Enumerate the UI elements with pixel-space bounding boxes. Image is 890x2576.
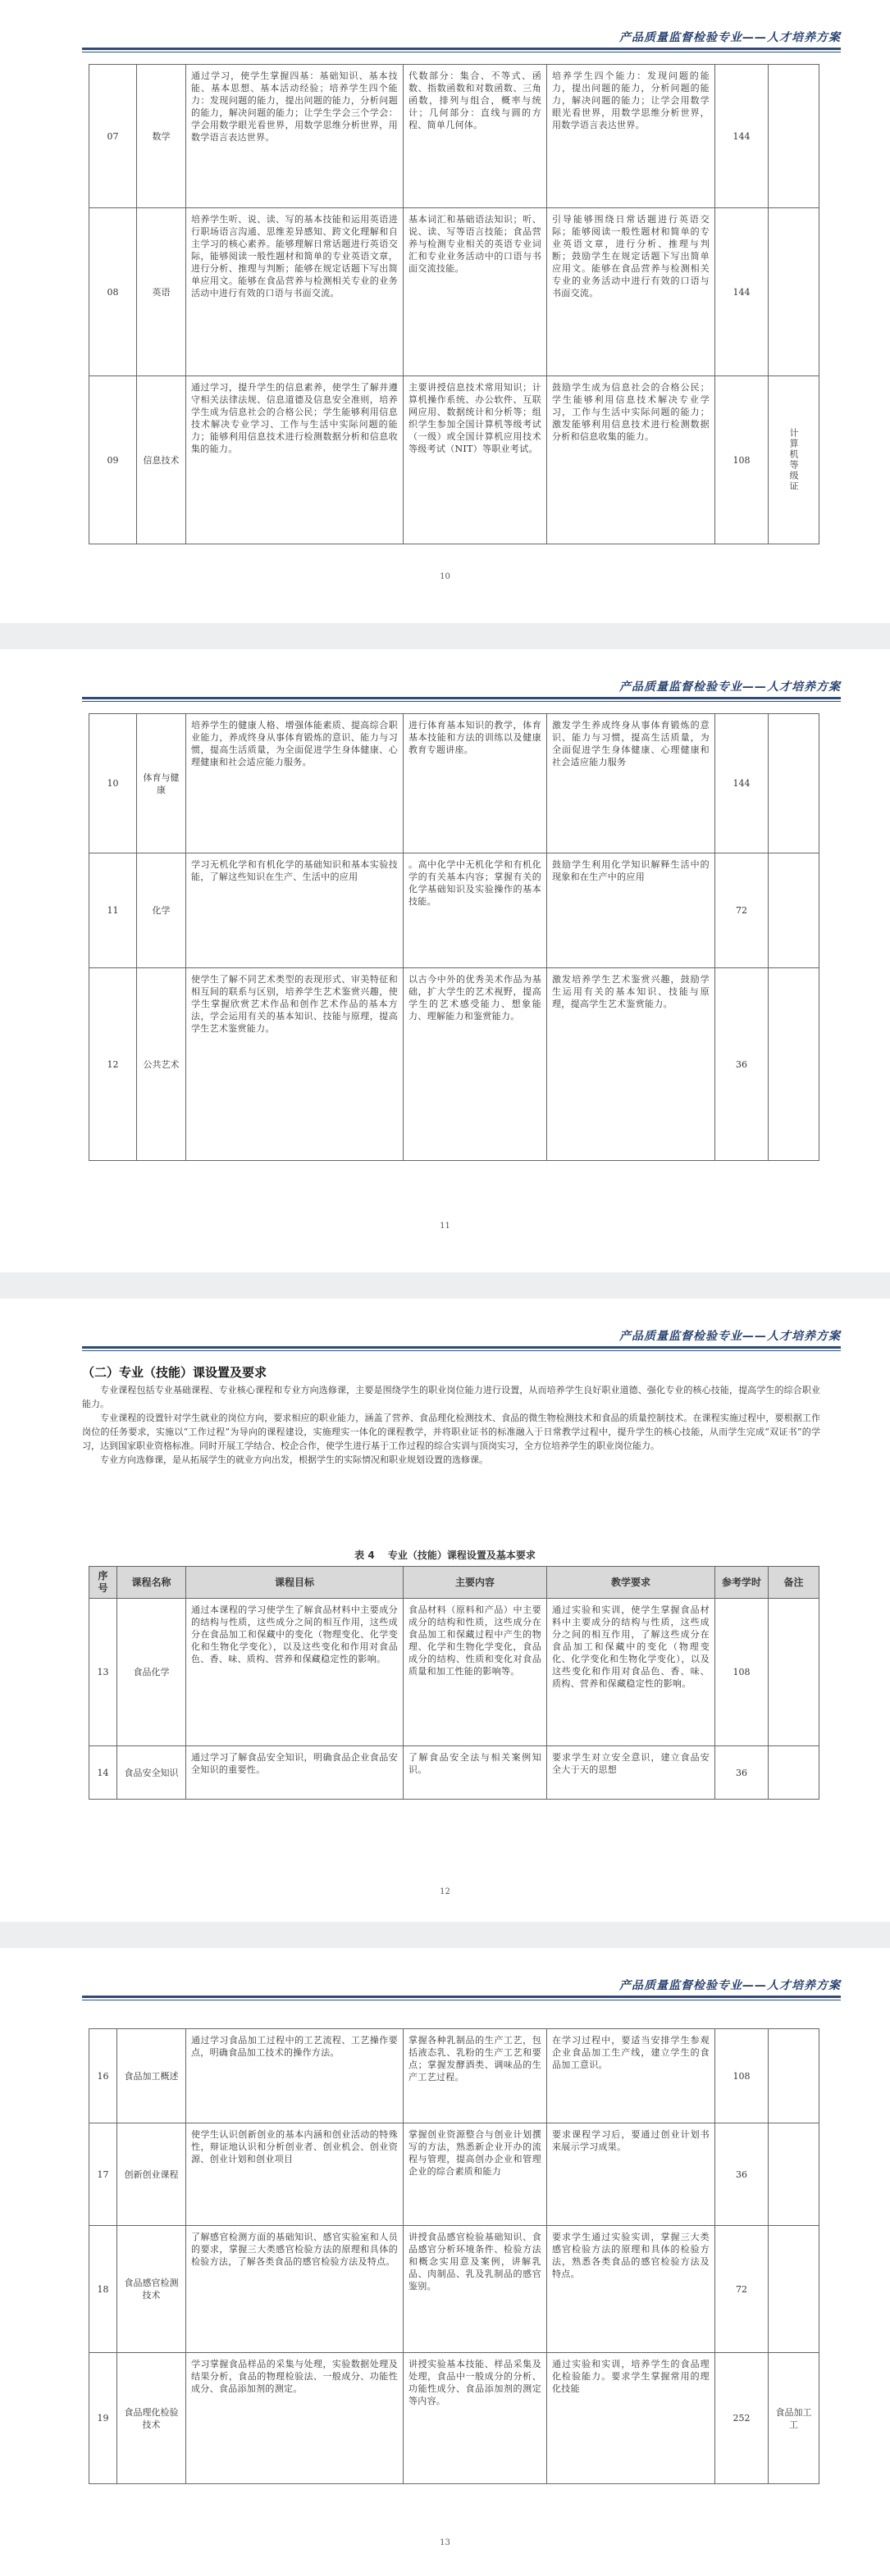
header-no: 序号 xyxy=(89,1567,117,1599)
course-name: 公共艺术 xyxy=(137,968,186,1161)
course-content: 了解食品安全法与相关案例知识。 xyxy=(404,1746,547,1800)
course-content: 进行体育基本知识的教学，体育基本技能和方法的训练以及健康教育专题讲座。 xyxy=(404,714,547,853)
course-table xyxy=(89,2028,819,2484)
course-goal: 通过学习，使学生掌握四基：基础知识、基本技能、基本思想、基本活动经验；培养学生四个能力：发现问题的能力，提出问题的能力，分析问题的能力，解决问题的能力；让学生学会三个学会：学会用数学眼光看世界，用数学思维分析世界，用数学语言表达世界。 xyxy=(186,65,404,208)
table-row xyxy=(89,2353,819,2484)
header-rule xyxy=(82,1996,841,1998)
course-content: 基本词汇和基础语法知识；听、说、读、写等语言技能；食品营养与检测专业相关的英语专业词汇和专业业务活动中的口语与书面交流技能。 xyxy=(404,208,547,376)
course-table xyxy=(89,713,819,1161)
course-name: 食品感官检测技术 xyxy=(117,2226,186,2353)
course-requirement: 要求课程学习后，要通过创业计划书来展示学习成果。 xyxy=(547,2123,715,2226)
course-hours: 72 xyxy=(715,853,769,968)
course-goal: 通过学习食品加工过程中的工艺流程、工艺操作要点，明确食品加工技术的操作方法。 xyxy=(186,2029,404,2123)
course-content: 食品材料（原料和产品）中主要成分的结构和性质，这些成分在食品加工和保藏过程中产生的物理、化学和生物化学变化，食品成分的结构、性质和变化对食品质量和加工性能的影响等。 xyxy=(404,1599,547,1746)
course-hours: 144 xyxy=(715,714,769,853)
course-note xyxy=(769,714,819,853)
course-goal: 使学生了解不同艺术类型的表现形式、审美特征和相互间的联系与区别，培养学生艺术鉴赏兴趣，使学生掌握欣赏艺术作品和创作艺术作品的基本方法，学会运用有关的基本知识、技能与原理，提高学生艺术鉴赏能力。 xyxy=(186,968,404,1161)
table-row xyxy=(89,2029,819,2123)
table-row xyxy=(89,1746,819,1800)
course-name: 食品加工概述 xyxy=(117,2029,186,2123)
course-requirement: 鼓励学生利用化学知识解释生活中的现象和在生产中的应用 xyxy=(547,853,715,968)
course-name: 化学 xyxy=(137,853,186,968)
course-requirement: 激发培养学生艺术鉴赏兴趣，鼓励学生运用有关的基本知识、技能与原理，提高学生艺术鉴赏能力。 xyxy=(547,968,715,1161)
section-paragraph: 专业方向选修课，是从拓展学生的就业方向出发，根据学生的实际情况和职业规划设置的选修课。 xyxy=(100,1454,488,1465)
page-number: 13 xyxy=(440,2538,450,2547)
course-hours: 108 xyxy=(715,376,769,544)
row-no: 08 xyxy=(89,208,137,376)
course-requirement: 培养学生四个能力：发现问题的能力，提出问题的能力，分析问题的能力，解决问题的能力；让学会用数学眼光看世界，用数学思维分析世界，用数学语言表达世界。 xyxy=(547,65,715,208)
course-requirement: 通过实验和实训，培养学生的食品理化检验能力。要求学生掌握常用的理化技能 xyxy=(547,2353,715,2484)
page-11 xyxy=(0,649,890,1272)
header-hours: 参考学时 xyxy=(715,1567,769,1599)
row-no: 13 xyxy=(89,1599,117,1746)
course-note xyxy=(769,2226,819,2353)
course-goal: 学习掌握食品样品的采集与处理，实验数据处理及结果分析，食品的物理检验法、一般成分、功能性成分、食品添加剂的测定。 xyxy=(186,2353,404,2484)
header-requirement: 教学要求 xyxy=(547,1567,715,1599)
table-row xyxy=(89,968,819,1161)
course-requirement: 激发学生养成终身从事体育锻炼的意识、能力与习惯，提高生活质量，为全面促进学生身体健康、心理健康和社会适应能力服务 xyxy=(547,714,715,853)
section-body xyxy=(82,1366,820,1467)
page-13 xyxy=(0,1948,890,2576)
course-name: 体育与健康 xyxy=(137,714,186,853)
course-hours: 144 xyxy=(715,65,769,208)
section-paragraph: 专业课程的设置针对学生就业的岗位方向，要求相应的职业能力，涵盖了营养、食品理化检测技术、食品的微生物检测技术和食品的质量控制技术。在课程实施过程中，要根据工作岗位的任务要求，实施以“工作过程”为导向的课程建设，实施理实一体化的课程教学，并将职业证书的标准融入于日常教学过程中，提升学生的核心技能，从而学生完成“双证书”的学习，达到国家职业资格标准。同时开展工学结合、校企合作，使学生进行基于工作过程的综合实训与顶岗实习，全方位培养学生的职业岗位能力。 xyxy=(82,1413,820,1451)
course-note: 食品加工工 xyxy=(769,2353,819,2484)
header-rule xyxy=(82,1346,841,1349)
course-content: 以古今中外的优秀美术作品为基础，扩大学生的艺术视野，提高学生的艺术感受能力、想象能力、理解能力和鉴赏能力。 xyxy=(404,968,547,1161)
section-paragraph: 专业课程包括专业基础课程、专业核心课程和专业方向选修课，主要是围绕学生的职业岗位能力进行设置，从而培养学生良好职业道德、强化专业的核心技能，提高学生的综合职业能力。 xyxy=(82,1385,820,1409)
course-content: 讲授食品感官检验基础知识、食品感官分析环境条件、检验方法和概念实用意及案例，讲解乳品、肉制品、乳及乳制品的感官鉴别。 xyxy=(404,2226,547,2353)
row-no: 09 xyxy=(89,376,137,544)
course-goal: 学习无机化学和有机化学的基础知识和基本实验技能，了解这些知识在生产、生活中的应用 xyxy=(186,853,404,968)
course-content: 讲授实验基本技能、样品采集及处理，食品中一般成分的分析、功能性成分、食品添加剂的测定等内容。 xyxy=(404,2353,547,2484)
course-hours: 108 xyxy=(715,1599,769,1746)
page-number: 11 xyxy=(440,1222,450,1231)
course-requirement: 引导能够围绕日常话题进行英语交际；能够阅读一般性题材和简单的专业英语文章，进行分析、推理与判断；鼓励学生在规定话题下写出简单应用文。能够在食品营养与检测相关专业的业务活动中进行有效的口语与书面交流。 xyxy=(547,208,715,376)
row-no: 11 xyxy=(89,853,137,968)
course-requirement: 在学习过程中，要适当安排学生参观企业食品加工生产线，建立学生的食品加工意识。 xyxy=(547,2029,715,2123)
page-number: 12 xyxy=(440,1887,450,1896)
course-table xyxy=(89,64,819,544)
table-header-row xyxy=(89,1567,819,1599)
row-no: 14 xyxy=(89,1746,117,1800)
table-row xyxy=(89,208,819,376)
course-name: 食品理化检验技术 xyxy=(117,2353,186,2484)
row-no: 07 xyxy=(89,65,137,208)
table-row xyxy=(89,2123,819,2226)
course-note xyxy=(769,1746,819,1800)
course-note xyxy=(769,853,819,968)
course-requirement: 通过实验和实训，使学生掌握食品材料中主要成分的结构与性质，这些成分之间的相互作用，了解这些成分在食品加工和保藏中的变化（物理变化、化学变化和生物化学变化），以及这些变化和作用对食品色、香、味、质构、营养和保藏稳定性的影响。 xyxy=(547,1599,715,1746)
course-note xyxy=(769,1599,819,1746)
course-note xyxy=(769,376,819,544)
header-content: 主要内容 xyxy=(404,1567,547,1599)
header-goal: 课程目标 xyxy=(186,1567,404,1599)
course-requirement: 要求学生通过实验实训，掌握三大类感官检验方法的原理和具体的检验方法，熟悉各类食品的感官检验方法及特点。 xyxy=(547,2226,715,2353)
row-no: 18 xyxy=(89,2226,117,2353)
course-content: 掌握各种乳制品的生产工艺，包括液态乳、乳粉的生产工艺和要点；掌握发酵酒类、调味品的生产工艺过程。 xyxy=(404,2029,547,2123)
course-note xyxy=(769,968,819,1161)
course-requirement: 鼓励学生成为信息社会的合格公民；学生能够利用信息技术解决专业学习，工作与生活中实际问题的能力；激发能够利用信息技术进行检测数据分析和信息收集的能力。 xyxy=(547,376,715,544)
course-content: 代数部分：集合、不等式、函数、指数函数和对数函数、三角函数，排列与组合，概率与统计；几何部分：直线与圆的方程、简单几何体。 xyxy=(404,65,547,208)
course-note xyxy=(769,2029,819,2123)
course-note xyxy=(769,2123,819,2226)
course-hours: 252 xyxy=(715,2353,769,2484)
table-row xyxy=(89,714,819,853)
page-12 xyxy=(0,1299,890,1922)
course-note xyxy=(769,208,819,376)
course-table xyxy=(89,1566,819,1800)
page-10 xyxy=(0,0,890,623)
course-goal: 通过学习，提升学生的信息素养，使学生了解并遵守相关法律法规、信息道德及信息安全准则，培养学生成为信息社会的合格公民；学生能够利用信息技术解决专业学习、工作与生活中实际问题的能力；能够利用信息技术进行检测数据分析和信息收集的能力。 xyxy=(186,376,404,544)
page-header: 产品质量监督检验专业——人才培养方案 xyxy=(619,680,841,694)
course-goal: 培养学生的健康人格、增强体能素质、提高综合职业能力，养成终身从事体育锻炼的意识、能力与习惯，提高生活质量，为全面促进学生身体健康、心理健康和社会适应能力服务。 xyxy=(186,714,404,853)
course-name: 创新创业课程 xyxy=(117,2123,186,2226)
header-name: 课程名称 xyxy=(117,1567,186,1599)
course-goal: 通过本课程的学习使学生了解食品材料中主要成分的结构与性质，这些成分之间的相互作用，这些成分在食品加工和保藏中的变化（物理变化、化学变化和生物化学变化），以及这些变化和作用对食品色、香、味、质构、营养和保藏稳定性的影响。 xyxy=(186,1599,404,1746)
course-name: 食品化学 xyxy=(117,1599,186,1746)
header-rule xyxy=(82,697,841,699)
row-no: 19 xyxy=(89,2353,117,2484)
course-note xyxy=(769,65,819,208)
row-no: 16 xyxy=(89,2029,117,2123)
course-goal: 使学生认识创新创业的基本内涵和创业活动的特殊性，辩证地认识和分析创业者、创业机会、创业资源、创业计划和创业项目 xyxy=(186,2123,404,2226)
header-note: 备注 xyxy=(769,1567,819,1599)
page-header: 产品质量监督检验专业——人才培养方案 xyxy=(619,1330,841,1343)
row-no: 17 xyxy=(89,2123,117,2226)
course-hours: 36 xyxy=(715,2123,769,2226)
course-content: 主要讲授信息技术常用知识；计算机操作系统、办公软件、互联网应用、数据统计和分析等；组织学生参加全国计算机等级考试（一级）或全国计算机应用技术等级考试（NIT）等职业考试。 xyxy=(404,376,547,544)
course-hours: 72 xyxy=(715,2226,769,2353)
course-goal: 通过学习了解食品安全知识，明确食品企业食品安全知识的重要性。 xyxy=(186,1746,404,1800)
course-content: 。高中化学中无机化学和有机化学的有关基本内容；掌握有关的化学基础知识及实验操作的基本技能。 xyxy=(404,853,547,968)
course-hours: 144 xyxy=(715,208,769,376)
course-content: 掌握创业资源整合与创业计划撰写的方法，熟悉新企业开办的流程与管理，提高创办企业和管理企业的综合素质和能力 xyxy=(404,2123,547,2226)
table-row xyxy=(89,853,819,968)
course-hours: 36 xyxy=(715,1746,769,1800)
table-row xyxy=(89,65,819,208)
header-rule xyxy=(82,48,841,50)
course-hours: 108 xyxy=(715,2029,769,2123)
page-number: 10 xyxy=(440,572,450,581)
section-title: （二）专业（技能）课设置及要求 xyxy=(82,1365,267,1380)
table-row xyxy=(89,2226,819,2353)
table-caption: 表 4 专业（技能）课程设置及基本要求 xyxy=(354,1550,536,1561)
table-row xyxy=(89,376,819,544)
course-requirement: 要求学生对立安全意识，建立食品安全大于天的思想 xyxy=(547,1746,715,1800)
row-no: 12 xyxy=(89,968,137,1161)
course-name: 食品安全知识 xyxy=(117,1746,186,1800)
course-note-text: 计算机等级证 xyxy=(788,428,799,492)
table-row xyxy=(89,1599,819,1746)
course-name: 数学 xyxy=(137,65,186,208)
header-rule-thin xyxy=(82,701,841,702)
course-name: 英语 xyxy=(137,208,186,376)
row-no: 10 xyxy=(89,714,137,853)
course-goal: 培养学生听、说、读、写的基本技能和运用英语进行职场语言沟通、思维差异感知、跨文化理解和自主学习的核心素养。能够理解日常话题进行英语交际，能够阅读一般性题材和简单的专业英语文章，进行分析、推理与判断；能够在规定话题下写出简单应用文。能够在食品营养与检测相关专业的业务活动中进行有效的口语与书面交流。 xyxy=(186,208,404,376)
course-goal: 了解感官检测方面的基础知识、感官实验室和人员的要求，掌握三大类感官检验方法的原理和具体的检验方法，了解各类食品的感官检验方法及特点。 xyxy=(186,2226,404,2353)
course-hours: 36 xyxy=(715,968,769,1161)
page-header: 产品质量监督检验专业——人才培养方案 xyxy=(619,31,841,44)
page-header: 产品质量监督检验专业——人才培养方案 xyxy=(619,1979,841,1992)
course-name: 信息技术 xyxy=(137,376,186,544)
header-rule-thin xyxy=(82,1350,841,1351)
